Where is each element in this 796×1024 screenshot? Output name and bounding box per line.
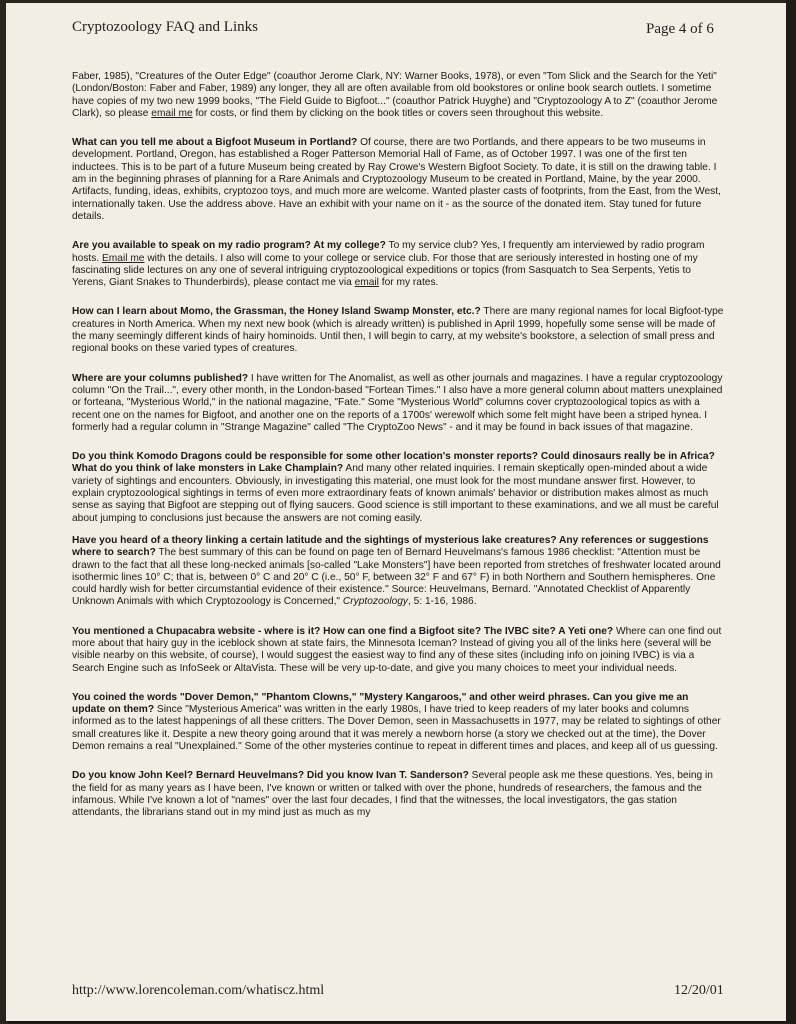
faq-question: How can I learn about Momo, the Grassman, the Honey Island Swamp Monster, etc.? (72, 306, 481, 318)
email-link[interactable]: email (354, 277, 379, 289)
faq-paragraph-2 (72, 137, 724, 223)
faq-paragraph-7: Have you heard of a theory linking a certain latitude and the sightings of mysterious lake creatures? Any references or suggestions where to search? The best summary of this can be found on page ten of Bernard Heuvelmans's famous 1986 checklist: "Attention must be drawn to the fact that all these long-necked animals [so-called "Lake Monsters"] have been reported from stretches of freshwater located around isothermic lines 10° C; that is, between 0° C and 20° C (i.e., 50° F, between 32° F and 67° F) in both Northern and Southern hemispheres. One could hardly wish for better circumstantial evidence of their existence." Source: Heuvelmans, Bernard. "Annotated Checklist of Apparently Unknown Animals with which Cryptozoology is Concerned," Cryptozoology, 5: 1-16, 1986. (72, 534, 721, 608)
faq-paragraph-5 (72, 373, 724, 434)
faq-paragraph-1: Faber, 1985), "Creatures of the Outer Edge" (coauthor Jerome Clark, NY: Warner Books, 1978), or even "Tom Slick and the Search for the Yeti" (London/Boston: Faber and Faber, 1989) any longer, they all are often available from old bookstores or online book search outlets. I sometime have copies of my two new 1999 books, "The Field Guide to Bigfoot..." (coauthor Patrick Huyghe) and "Cryptozoology A to Z" (coauthor Jerome Clark), so please email me for costs, or find them by clicking on the book titles or covers seen throughout this website. (72, 71, 718, 119)
faq-answer: There are many regional names for local Bigfoot-type creatures in North America. When my next new book (which is already written) is published in April 1999, hopefully some sense will be made of the many seemingly different kinds of hairy hominoids. Until then, I will begin to carry, at my website's bookstore, a selection of small press and regional books on these varied types of creatures. (72, 306, 724, 355)
faq-answer: And many other related inquiries. I remain skeptically open-minded about a wide variety of sightings and encounters. Obviously, in investigating this material, one must look for the most mundane answer first. However, to explain cryptozoological sightings in terms of even more extraordinary feats of known animals' behavior or distribution makes almost as much sense as saying that Bigfoot are stepping out of flying saucers. Good science is still important to these examinations, and we all must be careful about jumping to conclusions just because the answers are not coming easily. (72, 463, 719, 524)
faq-answer: Several people ask me these questions. Yes, being in the field for as many years as I have been, I've known or written or talked with over the phone, hundreds of researchers, the famous and the infamous. While I've known a lot of "names" over the last four decades, I find that the witnesses, the local investigators, the gas station attendants, the librarians stand out in my mind just as much as my (72, 770, 713, 819)
faq-question: What can you tell me about a Bigfoot Museum in Portland? (72, 137, 358, 149)
email-me-link[interactable]: Email me (102, 252, 145, 264)
faq-answer: I have written for The Anomalist, as well as other journals and magazines. I have a regular cryptozoology column "On the Trail...", every other month, in the London-based "Fortean Times." I also have a more general column about matters unexplained or forteana, "Mysterious World," in the national magazine, "Fate." Some "Mysterious World" columns cover cryptozoological topics as with a recent one on the names for Bigfoot, and another one on the reports of a 1700s' werewolf which some felt might have been a striped hynea. I formerly had a regular column in "Strange Magazine" called "The CryptoZoo News" - and it may be found in back issues of that magazine. (72, 372, 723, 433)
footer-url: http://www.lorencoleman.com/whatiscz.html (72, 983, 325, 998)
document-page (6, 3, 786, 1021)
faq-question: Are you available to speak on my radio program? At my college? (72, 240, 386, 252)
faq-answer: Of course, there are two Portlands, and there appears to be two museums in development. Portland, Oregon, has established a Roger Patterson Memorial Hall of Fame, as of October 1997. I was one of the first ten inductees. This is to be part of a future Museum being created by Ray Crowe's Western Bigfoot Society. To date, it is still on the drawing table. I am in the beginning phrases of planning for a Rare Animals and Cryptozoology Museum to be created in Portland, Maine, by the year 2000. Artifacts, funding, ideas, exhibits, cryptozoo toys, and much more are welcome. Wanted plaster casts of footprints, from the East, from the West, internationally taken. Use the address above. Have an exhibit with your name on it - as the source of the donated item. Stay tuned for future details. (72, 137, 721, 222)
page-number: Page 4 of 6 (646, 21, 714, 37)
email-me-link[interactable]: email me (151, 107, 193, 119)
faq-question: Have you heard of a theory linking a certain latitude and the sightings of mysterious lake creatures? Any references or suggestions where to search? (72, 534, 709, 559)
faq-paragraph-3: Are you available to speak on my radio program? At my college? To my service club? Yes, I frequently am interviewed by radio program hosts. Email me with the details. I also will come to your college or service club. For those that are seriously interested in hosting one of my fascinating slide lectures on any one of several intriguing cryptozoological expeditions or topics (from Sasquatch to Sea Serpents, Yetis to Yerens, Giant Snakes to Thunderbirds), please contact me via email for my rates. (72, 240, 705, 289)
faq-question: You mentioned a Chupacabra website - where is it? How can one find a Bigfoot site? The IVBC site? A Yeti one? (72, 625, 614, 637)
faq-paragraph-9 (72, 692, 724, 753)
faq-paragraph-10 (72, 770, 724, 819)
faq-paragraph-8 (72, 626, 724, 675)
faq-answer: Since "Mysterious America" was written in the early 1980s, I have tried to keep readers of my later books and columns informed as to the latest happenings of all these critters. The Dover Demon, seen in Massachusetts in 1977, may be related to sightings of other small creatures like it. Despite a new theory going around that it was merely a newborn horse (a story we checked out at the time), the Dover Demon remains a real "Unexplained." Some of the other mysteries continue to repeat in different times and places, and keep all of us guessing. (72, 704, 721, 753)
faq-question: Do you think Komodo Dragons could be responsible for some other location's monster reports? Could dinosaurs really be in Africa? What do you think of lake monsters in Lake Champlain? (72, 451, 715, 475)
faq-content (72, 71, 724, 837)
faq-question: Where are your columns published? (72, 372, 249, 384)
footer-date: 12/20/01 (674, 983, 724, 998)
faq-paragraph-4 (72, 306, 724, 355)
faq-answer: The best summary of this can be found on page ten of Bernard Heuvelmans's famous 1986 checklist: "Attention must be drawn to the fact that all these long-necked animals [so-called "Lake Monsters"] have been reported from stretches of freshwater located around isothermic lines 10° C; that is, between 0° C and 20° C (i.e., 50° F, between 32° F and 67° F) in both Northern and Southern hemispheres. One could hardly wish for better circumstantial evidence of their existence." Source: Heuvelmans, Bernard. "Annotated Checklist of Apparently Unknown Animals with which Cryptozoology is Concerned," (72, 547, 721, 608)
faq-answer: Where can one find out more about that hairy guy in the iceblock shown at state fairs, the Minnesota Iceman? Instead of giving you all of the links here (several will be visible nearby on this website, of course), I would suggest the easiest way to find any of these sites (including info on joining IVBC) is via a Search Engine such as InfoSeek or AltaVista. These will be very up-to-date, and give you many choices to meet your individual needs. (72, 625, 722, 674)
scan-background-edge (786, 0, 796, 1024)
page-header-title: Cryptozoology FAQ and Links (72, 19, 258, 35)
faq-question: You coined the words "Dover Demon," "Phantom Clowns," "Mystery Kangaroos," and other weird phrases. Can you give me an update on them? (72, 691, 689, 716)
faq-paragraph-6 (72, 451, 724, 525)
faq-question: Do you know John Keel? Bernard Heuvelmans? Did you know Ivan T. Sanderson? (72, 770, 469, 782)
